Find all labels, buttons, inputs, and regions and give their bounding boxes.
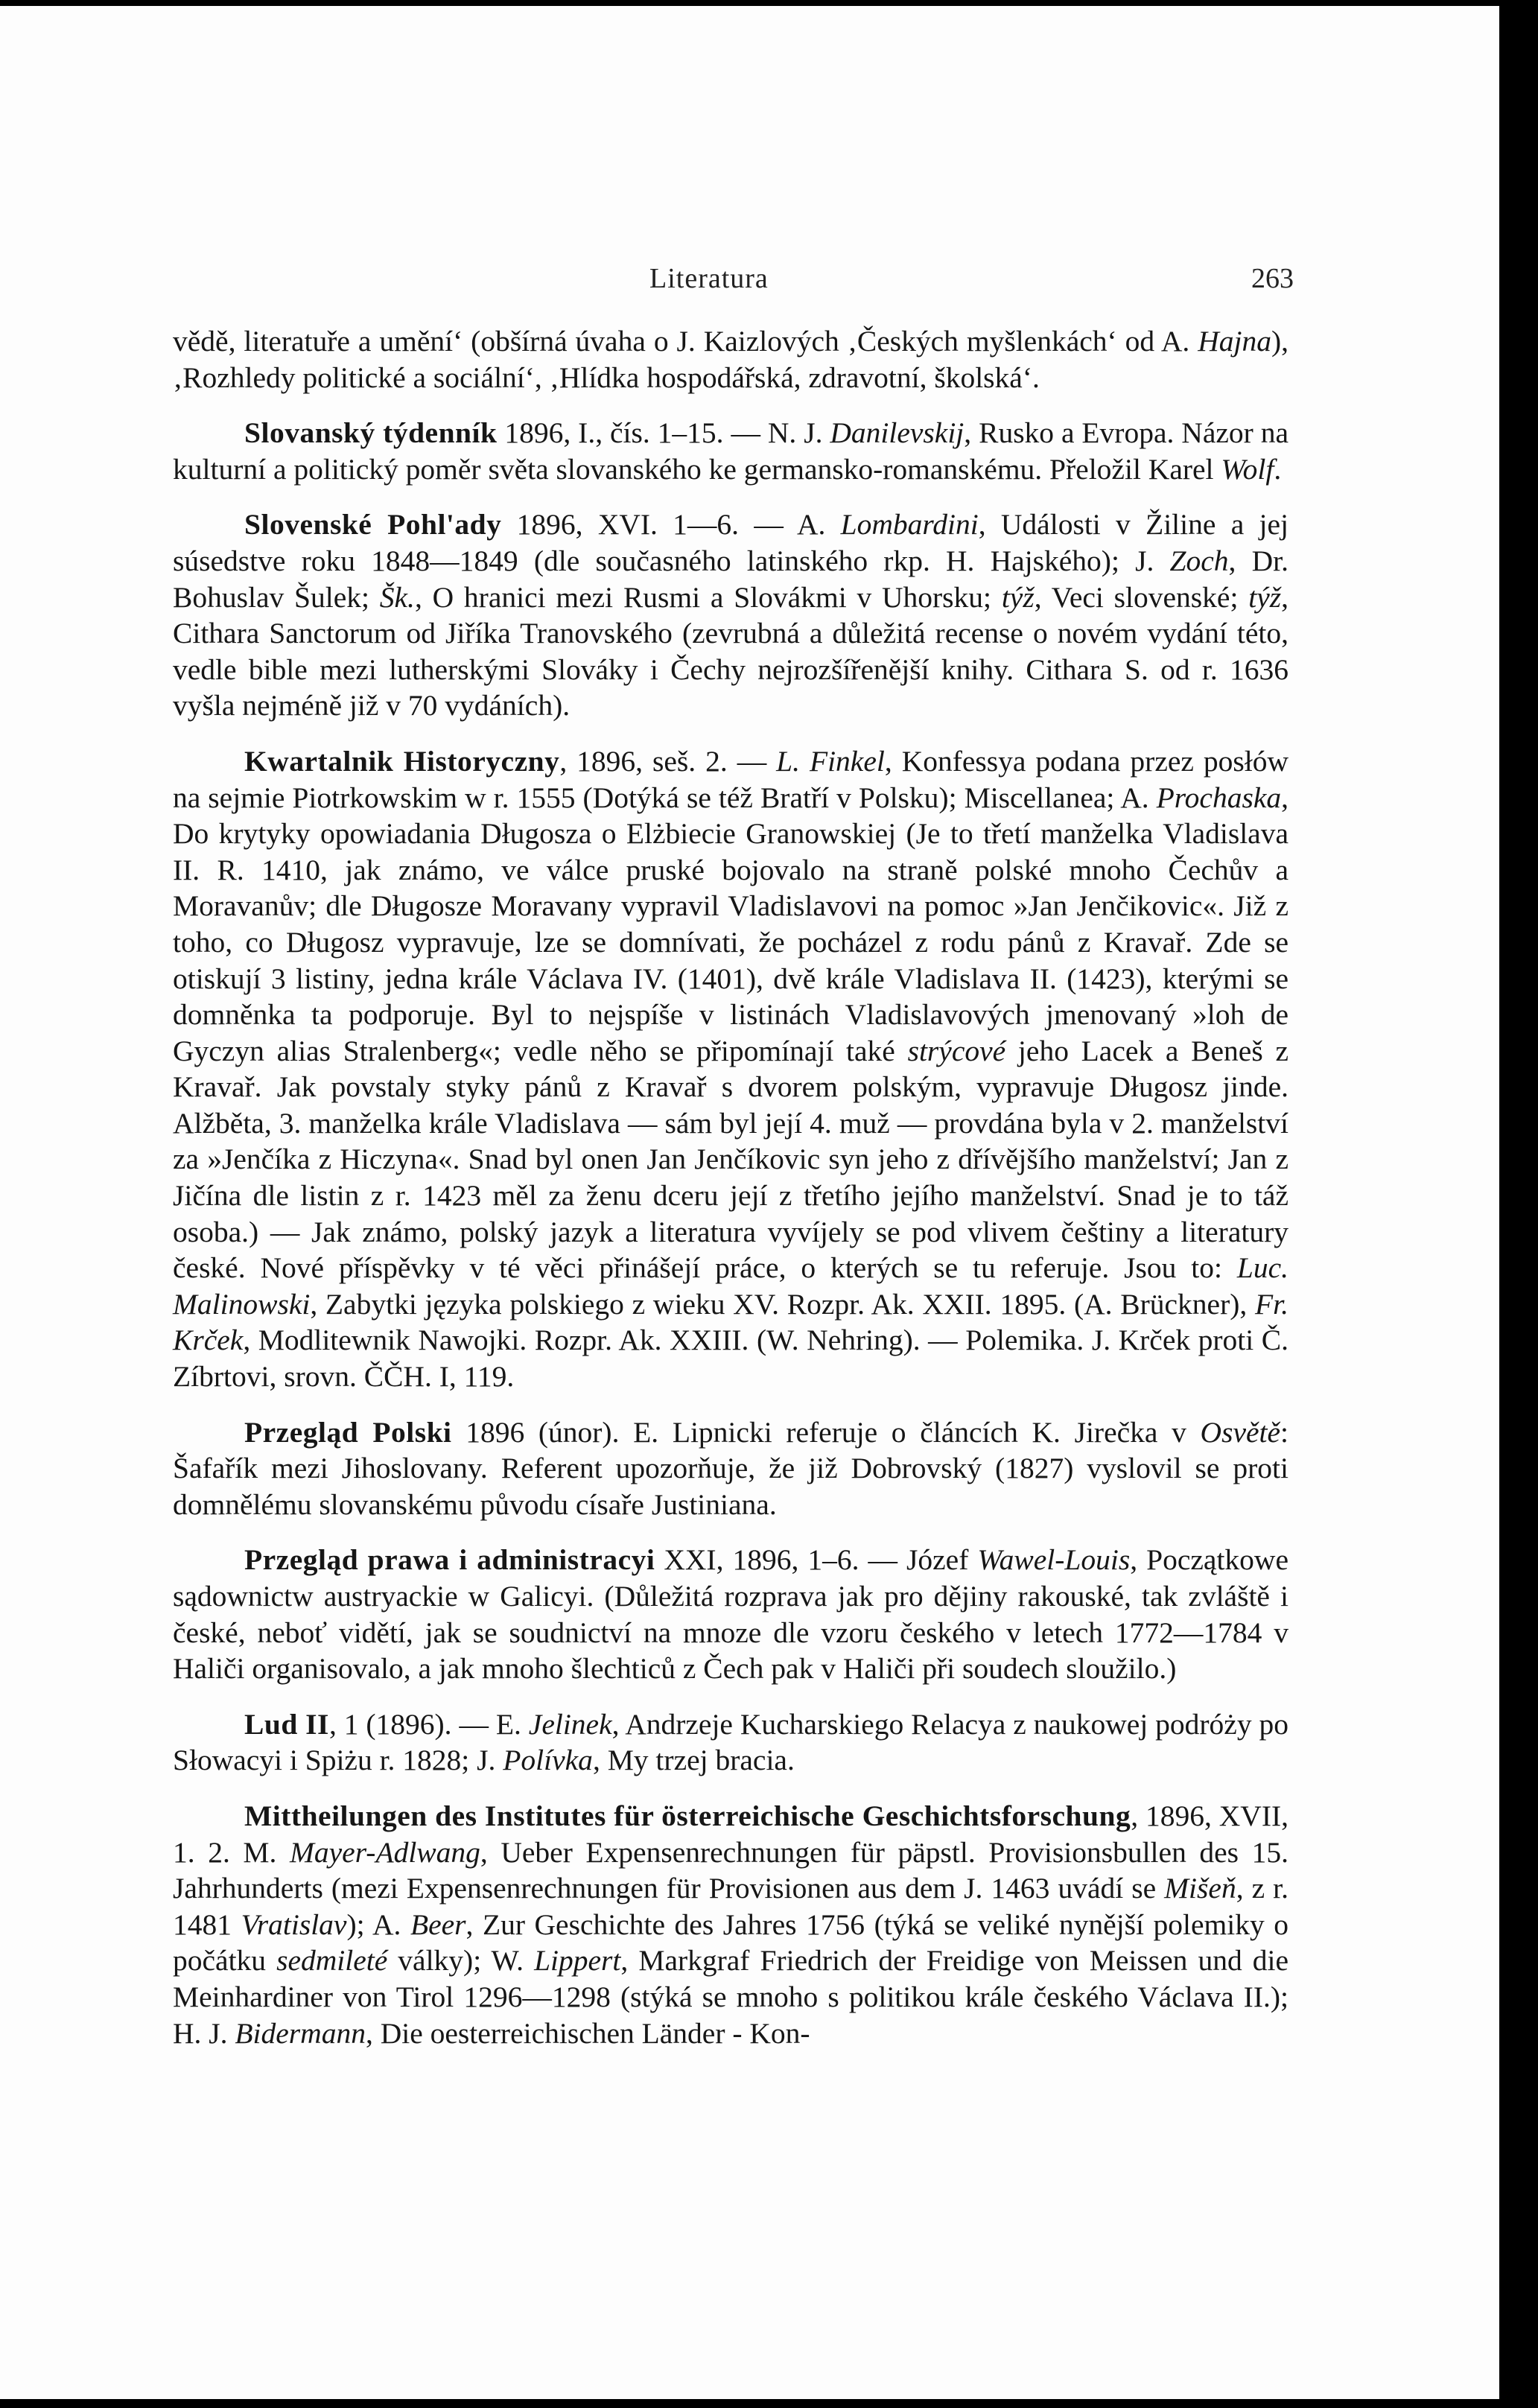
- journal-title: Slovenské Pohl'ady: [244, 508, 502, 541]
- text-run: , Dr. Bohuslav Šulek;: [173, 544, 1288, 614]
- text-run: , Rusko a Evropa. Názor na kulturní a politický poměr světa slovanského ke germansko-romanskému. Přeložil Karel: [173, 416, 1288, 486]
- text-run: , 1 (1896). — E.: [328, 1707, 529, 1741]
- italic-name: Danilevskij: [830, 416, 965, 450]
- bibliography-entry: [173, 1414, 1288, 1523]
- text-run: , Ueber Expensenrechnungen für päpstl. Provisionsbullen des 15. Jahrhunderts (mezi Expensenrechnungen für Provisionen aus dem J. 1463 uvádí se: [173, 1835, 1289, 1905]
- text-run: 1896, I., čís. 1–15. — N. J.: [497, 416, 830, 450]
- text-run: války); W.: [387, 1944, 535, 1977]
- body-text: [173, 323, 1288, 2051]
- italic-name: týž: [1248, 580, 1282, 614]
- text-run: : Šafařík mezi Jihoslovany. Referent upozorňuje, že již Dobrovský (1827) vyslovil se proti domnělému slovanskému původu císaře Justiniana.: [173, 1415, 1288, 1521]
- scan-border-bottom: [0, 2399, 1538, 2408]
- bibliography-entry: [173, 415, 1288, 487]
- paragraph: [173, 323, 1288, 395]
- bibliography-entry: [173, 743, 1288, 1395]
- page-number: 263: [1251, 263, 1294, 294]
- scan-border-right: [1499, 0, 1538, 2408]
- italic-name: Hajna: [1198, 325, 1271, 358]
- italic-name: Osvětě: [1200, 1415, 1281, 1449]
- journal-title: Przegląd prawa i administracyi: [244, 1543, 655, 1577]
- text-run: , 1896, seš. 2. —: [559, 744, 777, 778]
- italic-name: Lombardini: [840, 508, 979, 541]
- text-run: , Andrzeje Kucharskiego Relacya z naukowej podróży po Słowacyi i Spiżu r. 1828; J.: [173, 1707, 1288, 1777]
- italic-name: strýcové: [907, 1034, 1006, 1067]
- text-run: , Modlitewnik Nawojki. Rozpr. Ak. XXIII. (W. Nehring). — Polemika. J. Krček proti Č. Zíbrtovi, srovn. ČČH. I, 119.: [173, 1324, 1288, 1394]
- italic-name: Fr. Krček: [173, 1287, 1288, 1357]
- italic-name: Bidermann: [235, 2016, 366, 2050]
- text-run: , Zabytki języka polskiego z wieku XV. Rozpr. Ak. XXII. 1895. (A. Brückner),: [310, 1287, 1255, 1321]
- text-run: .: [1274, 452, 1282, 486]
- italic-name: Prochaska: [1156, 781, 1282, 814]
- italic-name: sedmileté: [276, 1944, 388, 1977]
- journal-title: Mittheilungen des Institutes für österreichische Geschichtsforschung: [244, 1799, 1131, 1832]
- italic-name: Lippert: [534, 1944, 621, 1977]
- italic-name: Wolf: [1221, 452, 1274, 486]
- text-run: 1896 (únor). E. Lipnicki referuje o článcích K. Jirečka v: [451, 1415, 1201, 1449]
- text-run: 1896, XVI. 1—6. — A.: [501, 508, 841, 541]
- text-run: , Markgraf Friedrich der Freidige von Meissen und die Meinhardiner von Tirol 1296—1298 (stýká se mnoho s politikou krále českého Václava II.); H. J.: [173, 1944, 1288, 2050]
- italic-name: L. Finkel: [776, 744, 885, 778]
- bibliography-entry: [173, 506, 1288, 724]
- text-run: , Do krytyky opowiadania Długosza o Elżbiecie Granowskiej (Je to třetí manželka Vladislava II. R. 1410, jak známo, ve válce pruské bojovalo na straně polské mnoho Čechův a Moravanův; dle Długosze Moravany vypravil Vladislavovi na pomoc »Jan Jenčikovic«. Již z toho, co Długosz vypravuje, lze se domnívati, že pocházel z rodu pánů z Kravař. Zde se otiskují 3 listiny, jedna krále Václava IV. (1401), dvě krále Vladislava II. (1423), kterými se domněnka ta podporuje. Byl to nejspíše v listinách Vladislavových jmenovaný »loh de Gyczyn alias Stralenberg«; vedle něho se připomínají také: [173, 781, 1288, 1067]
- bibliography-entry: [173, 1798, 1288, 2051]
- text-run: vědě, literatuře a umění‘ (obšírná úvaha o J. Kaizlových ‚Českých myšlenkách‘ od A.: [173, 325, 1198, 358]
- bibliography-entry: [173, 1706, 1288, 1779]
- italic-name: Šk.: [379, 580, 415, 614]
- header-title: Literatura: [649, 263, 769, 294]
- italic-name: Wawel-Louis: [977, 1543, 1131, 1577]
- text-run: XXI, 1896, 1–6. — Józef: [655, 1543, 978, 1577]
- journal-title: Slovanský týdenník: [244, 416, 498, 450]
- text-run: , Události v Žiline a jej súsedstve roku 1848—1849 (dle současného latinského rkp. H. Hajského); J.: [173, 508, 1288, 577]
- text-run: , My trzej bracia.: [592, 1744, 795, 1777]
- running-header: [0, 262, 1499, 307]
- italic-name: Beer: [410, 1907, 466, 1941]
- text-run: , Zur Geschichte des Jahres 1756 (týká se veliké nynější polemiky o počátku: [173, 1907, 1288, 1977]
- italic-name: Luc. Malinowski: [173, 1251, 1288, 1321]
- book-page: [0, 6, 1499, 2408]
- text-run: , Die oesterreichischen Länder - Kon-: [365, 2016, 810, 2050]
- text-run: jeho Lacek a Beneš z Kravař. Jak povstaly styky pánů z Kravař s dvorem polským, vypravuje Długosz jinde. Alžběta, 3. manželka krále Vladislava — sám byl její 4. muž — provdána byla v 2. manželství za »Jenčíka z Hiczyna«. Snad byl onen Jan Jenčíkovic syn jeho z dřívějšího manželství; Jan z Jičína dle listin z r. 1423 měl za ženu dceru její z třetího jejího manželství. Snad je to táž osoba.) — Jak známo, polský jazyk a literatura vyvíjely se pod vlivem češtiny a literatury české. Nové příspěvky v té věci přinášejí práce, o kterých se tu referuje. Jsou to:: [173, 1034, 1288, 1285]
- journal-title: Kwartalnik Historyczny: [244, 744, 560, 778]
- journal-title: Przegląd Polski: [244, 1415, 452, 1449]
- text-run: , 1896, XVII, 1. 2. M.: [173, 1799, 1289, 1869]
- italic-name: Vratislav: [241, 1907, 347, 1941]
- italic-name: Polívka: [503, 1744, 593, 1777]
- text-run: , Początkowe sądownictw austryackie w Galicyi. (Důležitá rozprava jak pro dějiny rakouské, tak zvláště i české, neboť vidětí, jak se soudnictví na mnoze dle vzoru českého v letech 1772—1784 v Haliči organisovalo, a jak mnoho šlechticů z Čech pak v Haliči při soudech sloužilo.): [173, 1543, 1288, 1686]
- journal-title: Lud II: [244, 1707, 329, 1741]
- text-run: , Konfessya podana przez posłów na sejmie Piotrkowskim w r. 1555 (Dotýká se též Bratří v Polsku); Miscellanea; A.: [173, 744, 1288, 814]
- text-run: , z r. 1481: [173, 1872, 1289, 1941]
- italic-name: Mišeň: [1164, 1872, 1236, 1905]
- text-run: , Veci slovenské;: [1034, 580, 1249, 614]
- text-run: , Cithara Sanctorum od Jiříka Tranovského (zevrubná a důležitá recense o novém vydání této, vedle bible mezi lutherskými Slováky i Čechy nejrozšířenější knihy. Cithara S. od r. 1636 vyšla nejméně již v 70 vydáních).: [173, 580, 1288, 722]
- italic-name: Jelinek: [528, 1707, 612, 1741]
- italic-name: Zoch: [1169, 544, 1229, 577]
- italic-name: týž: [1001, 580, 1035, 614]
- bibliography-entry: [173, 1542, 1288, 1686]
- italic-name: Mayer-Adlwang: [290, 1835, 480, 1869]
- text-run: , O hranici mezi Rusmi a Slovákmi v Uhorsku;: [414, 580, 1002, 614]
- text-run: ); A.: [346, 1907, 410, 1941]
- text-run: ), ‚Rozhledy politické a sociální‘, ‚Hlídka hospodářská, zdravotní, školská‘.: [173, 325, 1288, 394]
